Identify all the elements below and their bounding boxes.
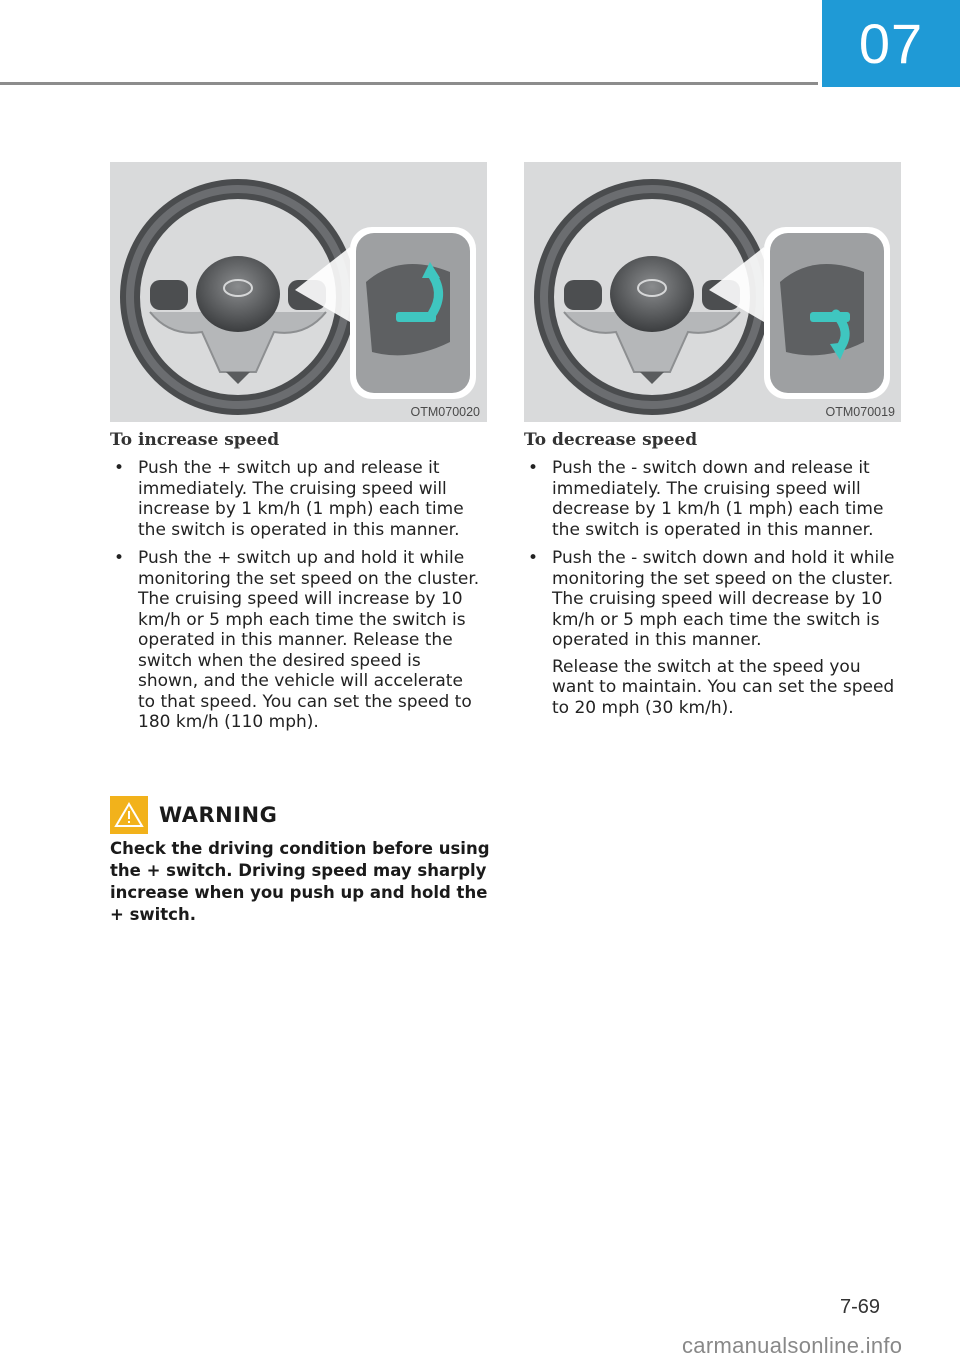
section-title: To decrease speed [524, 430, 698, 450]
list-item-extra: Release the switch at the speed you want to maintain. You can set the speed to 20 mph (30 km/h). [552, 656, 895, 718]
steering-wheel-figure-increase [110, 162, 487, 422]
list-item-text: Push the - switch down and hold it while monitoring the set speed on the cluster. The cruising speed will decrease by 10 km/h or 5 mph each time the switch is operated in this manner. [552, 548, 895, 650]
warning-title: WARNING [159, 803, 278, 827]
figure-code: OTM070020 [410, 405, 480, 419]
warning-body: Check the driving condition before using the + switch. Driving speed may sharply increase when you push up and hold the + switch. [110, 839, 490, 924]
list-item: • Push the + switch up and hold it while monitoring the set speed on the cluster. The cruising speed will increase by 10 km/h or 5 mph each time the switch is operated in this manner. Release the switch when the desired speed is shown, and the vehicle will accelerate to that speed. You can set the speed to 180 km/h (110 mph). [110, 548, 485, 733]
warning-header [110, 796, 490, 834]
increase-speed-section [110, 428, 485, 741]
watermark: carmanualsonline.info [682, 1333, 903, 1358]
section-title: To increase speed [110, 430, 280, 450]
warning-box [110, 796, 490, 926]
list-item [524, 548, 899, 718]
bullet-list [110, 458, 485, 733]
decrease-speed-section [524, 428, 899, 726]
header-rule [0, 82, 818, 85]
chapter-tab: 07 [822, 0, 960, 87]
bullet-list [524, 458, 899, 718]
warning-triangle-icon [110, 796, 148, 834]
figure-code: OTM070019 [825, 405, 895, 419]
page-number: 7-69 [840, 1296, 881, 1318]
list-item: • Push the - switch down and release it immediately. The cruising speed will decrease by 1 km/h (1 mph) each time the switch is operated in this manner. [524, 458, 899, 540]
steering-wheel-figure-decrease [524, 162, 901, 422]
list-item: • Push the + switch up and release it immediately. The cruising speed will increase by 1 km/h (1 mph) each time the switch is operated in this manner. [110, 458, 485, 540]
